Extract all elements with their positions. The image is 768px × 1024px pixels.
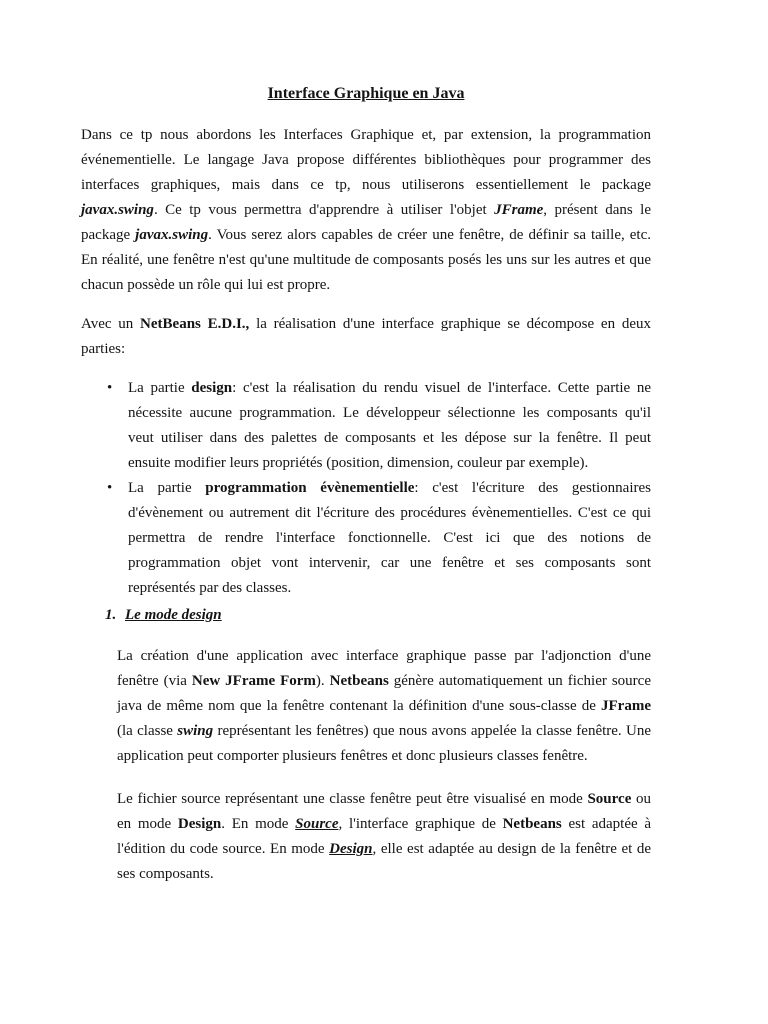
- list-item-programmation-text: [128, 476, 651, 601]
- text-run: La partie: [128, 380, 192, 396]
- text-run: . En mode: [221, 816, 296, 832]
- intro-paragraph: [81, 123, 651, 298]
- text-run: Dans ce tp nous abordons les Interfaces Graphique et, par extension, la programmation événementielle. Le langage Java propose différentes bibliothèques pour programmer des interfaces graphiques, mais dans ce tp, nous utiliserons essentiellement le package: [81, 127, 651, 193]
- text-run: Netbeans: [329, 673, 389, 689]
- text-run: JFrame: [494, 202, 544, 218]
- text-run: javax.swing: [81, 202, 154, 218]
- text-run: Design: [329, 841, 373, 857]
- document-title: [81, 83, 651, 105]
- list-item-design-text: [128, 376, 651, 476]
- text-run: Le fichier source représentant une classe fenêtre peut être visualisé en mode: [117, 791, 588, 807]
- design-section-paragraph-2: [117, 787, 651, 887]
- text-run: (la classe: [117, 723, 178, 739]
- text-run: . Vous serez alors capables de créer une fenêtre, de définir sa taille, etc. En réalité, une fenêtre n'est qu'une multitude de composants posés les uns sur les autres et que chacun possède un rôle qui lui est propre.: [81, 227, 651, 293]
- text-run: la réalisation d'une interface graphique se décompose en deux parties:: [81, 316, 651, 357]
- section-number: 1.: [105, 607, 117, 623]
- text-run: est adaptée à l'édition du code source. En mode: [117, 816, 652, 857]
- netbeans-intro-paragraph: [81, 312, 651, 362]
- section-heading-le-mode-design: [105, 603, 651, 628]
- list-item-design: [81, 376, 651, 476]
- text-run: programmation évènementielle: [205, 480, 415, 496]
- text-run: , elle est adaptée au design de la fenêtre et de ses composants.: [117, 841, 652, 882]
- bullet-icon: •: [107, 480, 113, 496]
- text-run: Source: [587, 791, 632, 807]
- text-run: design: [191, 380, 233, 396]
- text-run: représentant les fenêtres) que nous avons appelée la classe fenêtre. Une application peut comporter plusieurs fenêtres et donc plusieurs classes fenêtre.: [117, 723, 651, 764]
- text-run: La création d'une application avec interface graphique passe par l'adjonction d'une fenêtre (via: [117, 648, 651, 689]
- text-run: : c'est la réalisation du rendu visuel de l'interface. Cette partie ne nécessite aucune programmation. Le développeur sélectionne les composants qu'il veut utiliser dans des palettes de composants et les dépose sur la fenêtre. Il peut ensuite modifier leurs propriétés (position, dimension, couleur par exemple).: [128, 380, 651, 471]
- text-run: ou en mode: [117, 791, 651, 832]
- document-title-text: Interface Graphique en Java: [267, 85, 465, 102]
- text-run: . Ce tp vous permettra d'apprendre à utiliser l'objet: [153, 202, 495, 218]
- text-run: La partie: [128, 480, 206, 496]
- design-section-paragraph-1: [117, 644, 651, 769]
- bullet-icon: •: [107, 380, 113, 396]
- text-run: ).: [315, 673, 330, 689]
- text-run: Avec un: [81, 316, 141, 332]
- text-run: , présent dans le package: [81, 202, 651, 243]
- text-run: Source: [295, 816, 339, 832]
- text-run: Design: [177, 816, 222, 832]
- text-run: New JFrame Form: [191, 673, 316, 689]
- text-run: JFrame: [601, 698, 651, 714]
- text-run: NetBeans E.D.I.,: [140, 316, 250, 332]
- text-run: javax.swing: [135, 227, 209, 243]
- bullet-list: [81, 376, 651, 601]
- section-heading-label: Le mode design: [125, 607, 222, 623]
- text-run: : c'est l'écriture des gestionnaires d'évènement ou autrement dit l'écriture des procédures évènementielles. C'est ce qui permettra de rendre l'interface fonctionnelle. C'est ici que des notions de programmation objet vont intervenir, car une fenêtre et ses composants sont représentés par des classes.: [128, 480, 652, 596]
- text-run: Netbeans: [502, 816, 562, 832]
- text-run: swing: [177, 723, 214, 739]
- text-run: génère automatiquement un fichier source java de même nom que la fenêtre contenant la définition d'une sous-classe de: [117, 673, 651, 714]
- text-run: , l'interface graphique de: [338, 816, 503, 832]
- list-item-programmation: [81, 476, 651, 601]
